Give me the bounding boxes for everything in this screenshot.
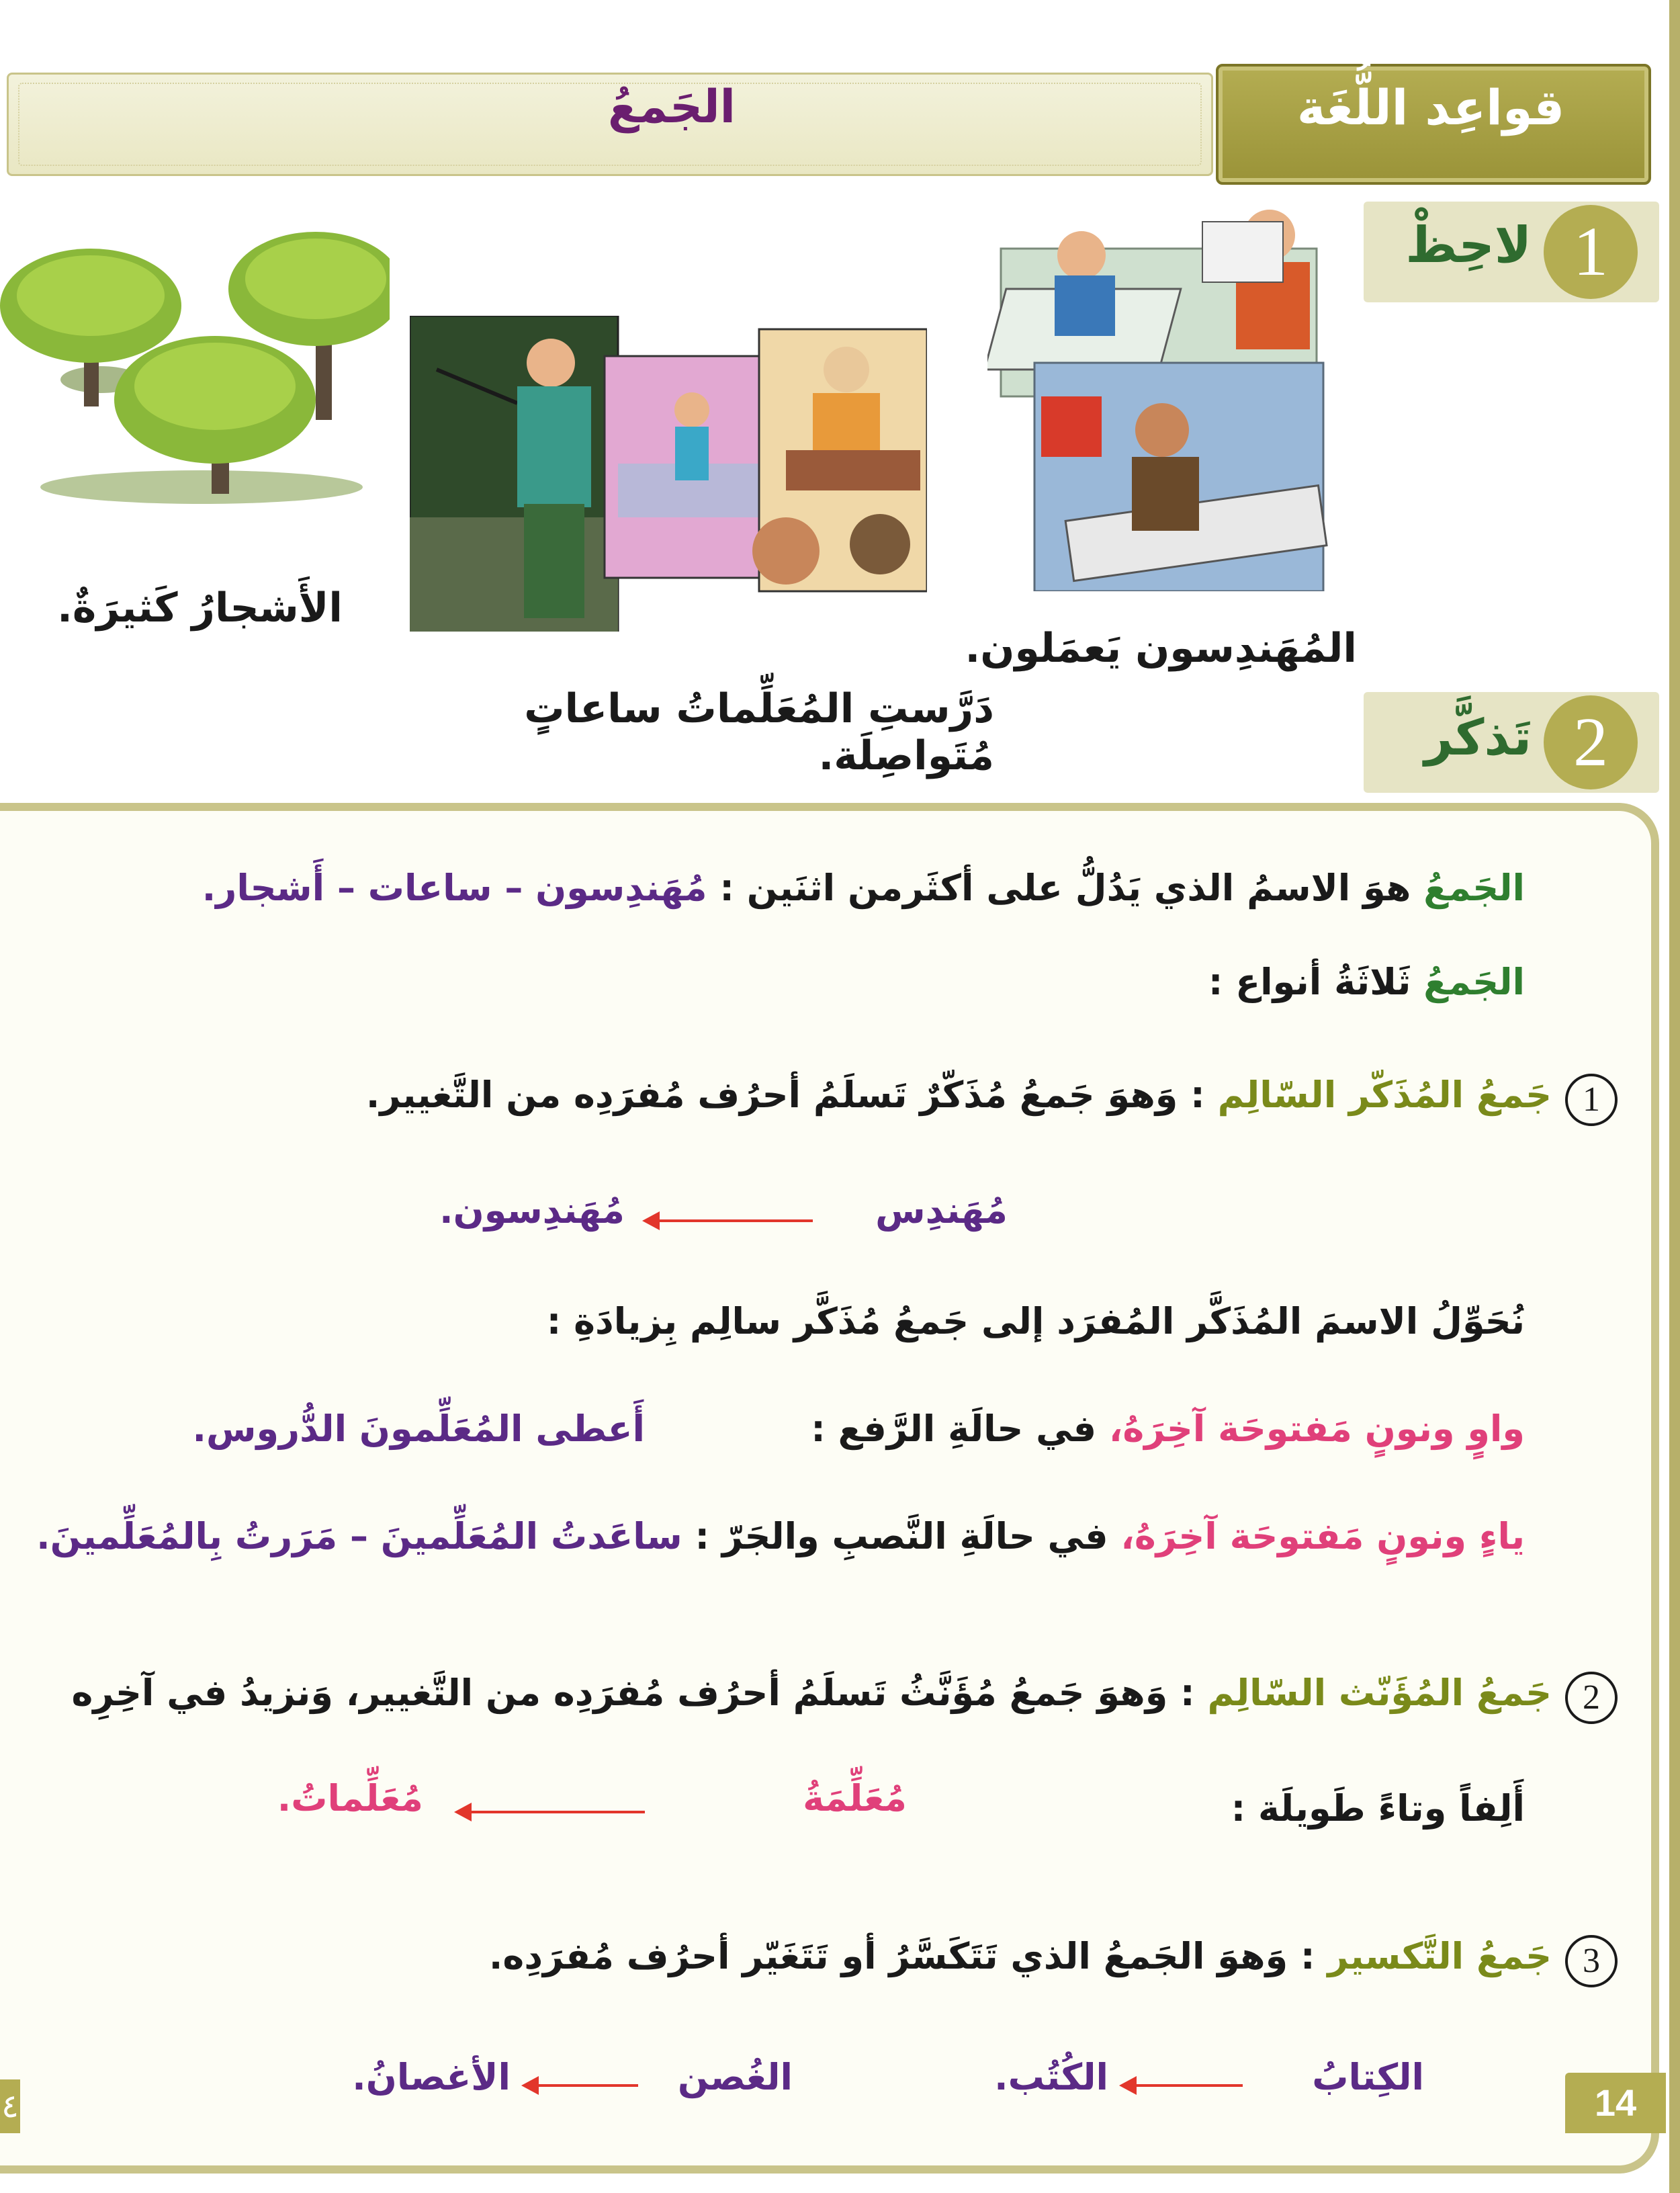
definition-line xyxy=(107,867,1525,909)
type-2-suffix: أَلِفاً وتاءً طَويلَة : xyxy=(1231,1787,1525,1830)
definition-text: هوَ الاسمُ الذي يَدُلُّ على أكثَرمن اثنَين : xyxy=(719,867,1411,909)
type-1-name: جَمعُ المُذَكّر السّالِم xyxy=(1217,1074,1552,1116)
definition-examples: مُهَندِسون – ساعات – أَشجار. xyxy=(202,867,707,909)
type-3-pair-1-plural: الكُتُب. xyxy=(994,2056,1108,2098)
case-2-state: في حالَةِ النَّصبِ والجَرّ : xyxy=(695,1515,1108,1557)
engineers-illustration xyxy=(987,208,1337,591)
step-1-number: 1 xyxy=(1544,205,1638,299)
types-intro-text: ثَلاثَةُ أنواع : xyxy=(1208,961,1411,1003)
page-number: 14 xyxy=(1565,2073,1666,2133)
topic-title: الجَمعُ xyxy=(608,81,736,134)
type-2-arrow xyxy=(457,1811,645,1813)
type-3-description: : وَهوَ الجَمعُ الذي تَتَكَسَّرُ أو تَتَغَيّر أحرُف مُفرَدِه. xyxy=(488,1935,1315,1977)
types-intro-term: الجَمعُ xyxy=(1423,961,1525,1003)
case-1-rule: واوٍ ونونٍ مَفتوحَة آخِرَهُ، xyxy=(1108,1408,1525,1450)
type-1-number: 1 xyxy=(1565,1074,1618,1126)
type-1-line xyxy=(107,1074,1552,1116)
types-intro-line xyxy=(107,961,1525,1003)
type-1-singular: مُهَندِس xyxy=(875,1189,1008,1232)
type-2-description: : وَهوَ جَمعُ مُؤَنَّثُ تَسلَمُ أحرُف مُفرَدِه من التَّغيير، وَنزيدُ في آخِرِه xyxy=(71,1672,1195,1714)
type-3-line xyxy=(336,1935,1552,1977)
trees-illustration xyxy=(0,232,390,511)
type-3-pair-2-arrow xyxy=(524,2084,638,2087)
case-1-state: في حالَةِ الرَّفع : xyxy=(811,1408,1097,1450)
type-1-case-2 xyxy=(36,1515,1525,1557)
type-1-description: : وَهوَ جَمعُ مُذَكّرٌ تَسلَمُ أحرُف مُفرَدِه من التَّغيير. xyxy=(365,1074,1205,1116)
page-number-arabic: ٤ xyxy=(0,2079,20,2133)
step-1-label: لاحِظْ xyxy=(1405,216,1532,274)
type-2-line xyxy=(20,1672,1552,1714)
type-1-arrow xyxy=(645,1219,813,1222)
type-3-name: جَمعُ التَّكسير xyxy=(1327,1935,1552,1977)
type-2-name: جَمعُ المُؤَنّث السّالِم xyxy=(1207,1672,1552,1714)
caption-trees: الأَشجارُ كَثيرَةٌ. xyxy=(57,585,343,632)
type-3-pair-1-arrow xyxy=(1122,2084,1243,2087)
caption-teachers: دَرَّستِ المُعَلِّماتُ ساعاتٍ مُتَواصِلَة. xyxy=(524,685,994,779)
type-1-conversion: نُحَوِّلُ الاسمَ المُذَكَّر المُفرَد إلى جَمعُ مُذَكَّر سالِم بِزيادَةِ : xyxy=(546,1300,1525,1342)
type-3-pair-2-singular: الغُصن xyxy=(677,2056,793,2098)
step-2-label: تَذكَّر xyxy=(1424,709,1532,767)
type-2-singular: مُعَلِّمَةُ xyxy=(803,1777,907,1819)
type-2-plural: مُعَلِّماتُ. xyxy=(277,1777,423,1819)
type-1-plural: مُهَندِسون. xyxy=(439,1189,625,1232)
case-2-example: ساعَدتُ المُعَلِّمينَ – مَرَرتُ بِالمُعَلِّمينَ. xyxy=(36,1515,682,1557)
case-1-example: أَعطى المُعَلِّمونَ الدُّروس. xyxy=(192,1408,645,1450)
page-edge-strip xyxy=(1669,0,1680,2193)
teachers-illustration xyxy=(410,316,927,632)
type-3-pair-1-singular: الكِتابُ xyxy=(1312,2056,1424,2098)
caption-engineers: المُهَندِسون يَعمَلون. xyxy=(965,625,1357,672)
type-3-pair-2-plural: الأغصانُ. xyxy=(352,2056,511,2098)
case-2-rule: ياءٍ ونونٍ مَفتوحَة آخِرَهُ، xyxy=(1120,1515,1525,1557)
section-title: قواعِد اللُّغَة xyxy=(1296,79,1565,136)
type-3-number: 3 xyxy=(1565,1935,1618,1987)
step-2-number: 2 xyxy=(1544,695,1638,789)
type-1-case-1 xyxy=(672,1408,1525,1450)
definition-term: الجَمعُ xyxy=(1423,867,1525,909)
type-2-number: 2 xyxy=(1565,1672,1618,1724)
